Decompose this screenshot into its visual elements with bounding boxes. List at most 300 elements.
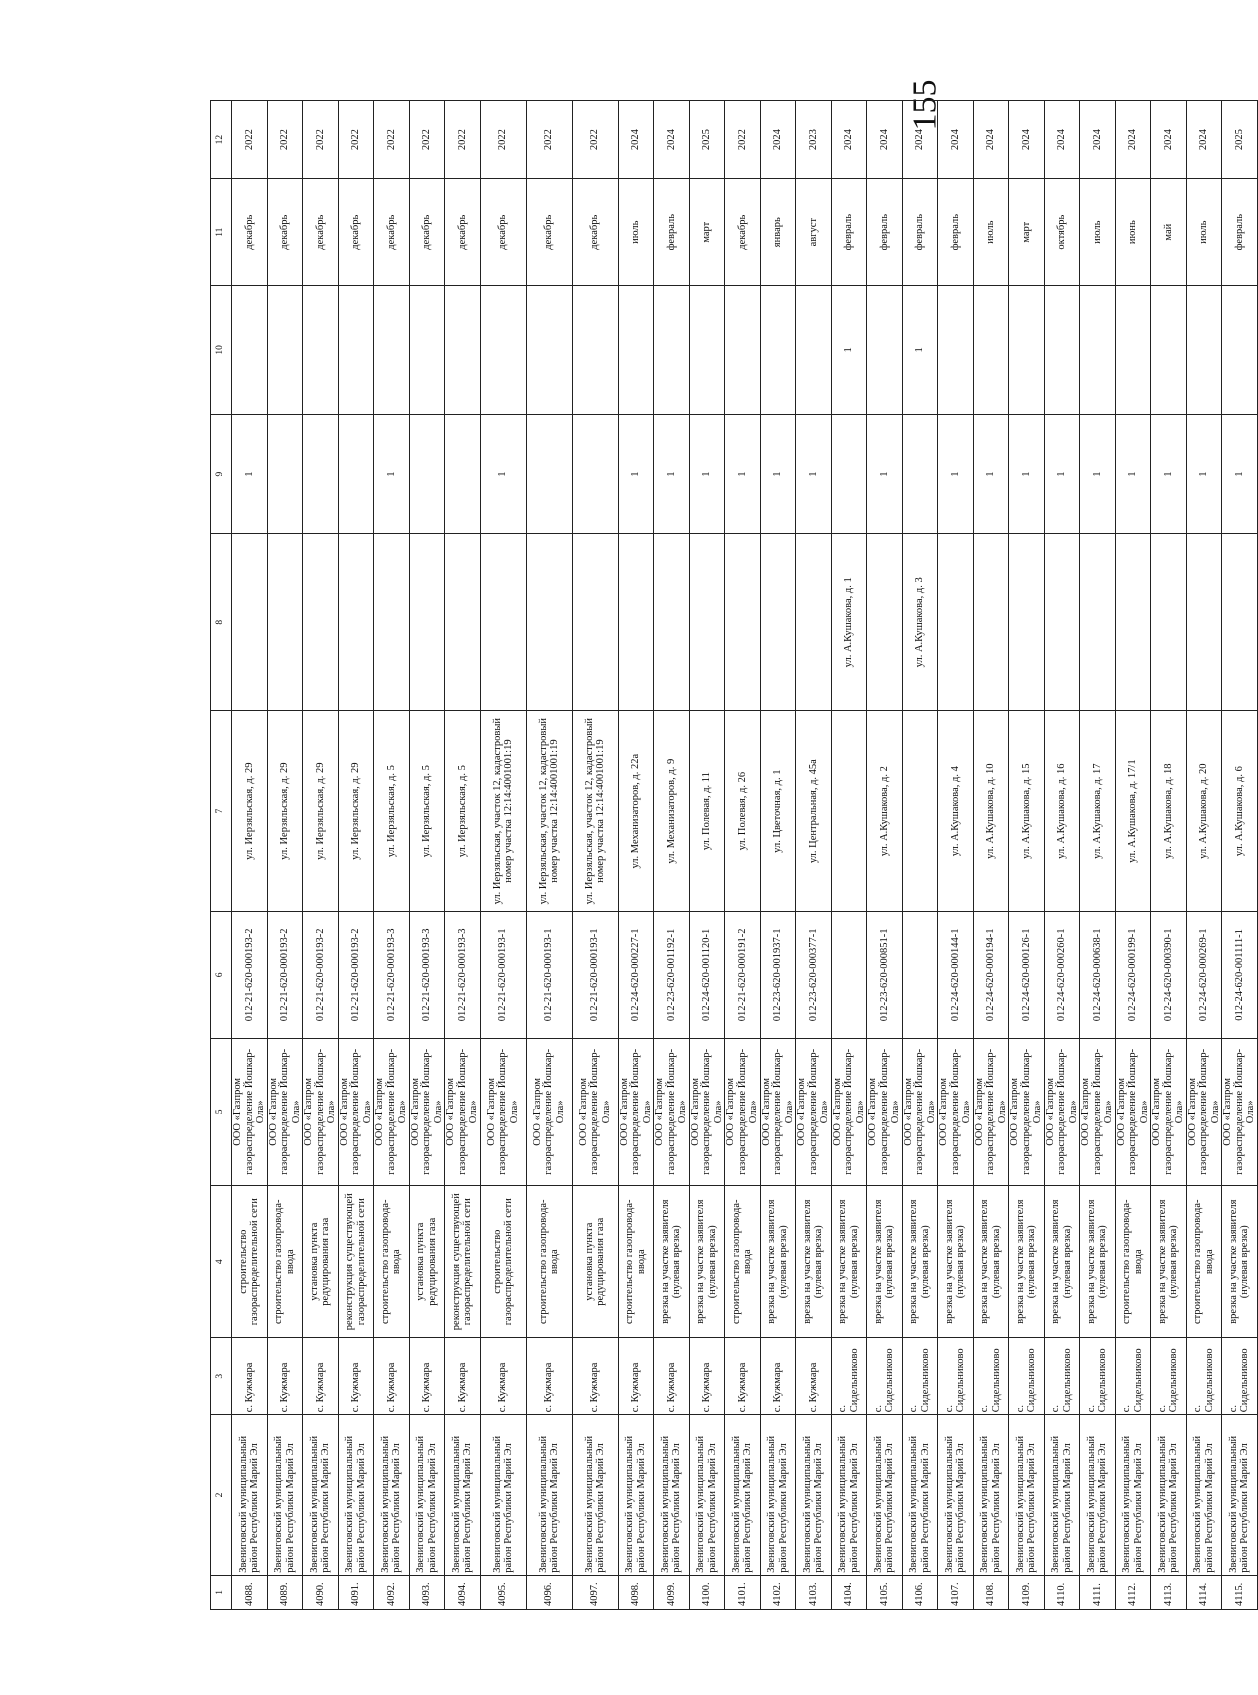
month-cell: июль xyxy=(973,179,1009,286)
col10-count-cell xyxy=(572,286,618,414)
address-cell: ул. Иерзяльская, д. 29 xyxy=(338,711,374,912)
col9-count-cell xyxy=(409,414,445,534)
work-type-cell: строительство газопровода-ввода xyxy=(725,1186,761,1338)
locality-cell: с. Сидельниково xyxy=(831,1338,867,1415)
col9-count-cell: 1 xyxy=(725,414,761,534)
locality-cell: с. Кужмара xyxy=(480,1338,526,1415)
locality-cell: с. Сидельниково xyxy=(1151,1338,1187,1415)
locality-cell: с. Кужмара xyxy=(445,1338,481,1415)
year-cell: 2022 xyxy=(445,101,481,179)
work-type-cell: врезка на участке заявителя (нулевая врезка) xyxy=(902,1186,938,1338)
additional-address-cell xyxy=(526,534,572,711)
locality-cell: с. Кужмара xyxy=(572,1338,618,1415)
work-type-cell: врезка на участке заявителя (нулевая врезка) xyxy=(867,1186,903,1338)
year-cell: 2022 xyxy=(374,101,410,179)
additional-address-cell xyxy=(267,534,303,711)
additional-address-cell xyxy=(1009,534,1045,711)
work-type-cell: врезка на участке заявителя (нулевая врезка) xyxy=(689,1186,725,1338)
locality-cell: с. Кужмара xyxy=(689,1338,725,1415)
year-cell: 2024 xyxy=(1044,101,1080,179)
application-code-cell: 012-21-620-000193-1 xyxy=(526,912,572,1038)
month-cell: август xyxy=(796,179,832,286)
application-code-cell: 012-21-620-000193-3 xyxy=(409,912,445,1038)
district-cell: Звениговский муниципальный район Республики Марий Эл xyxy=(760,1415,796,1576)
work-type-cell: строительство газораспределительной сети xyxy=(480,1186,526,1338)
application-code-cell: 012-21-620-000193-3 xyxy=(374,912,410,1038)
col9-count-cell: 1 xyxy=(1044,414,1080,534)
row-number: 4103. xyxy=(796,1575,832,1609)
col-header-12: 12 xyxy=(211,101,232,179)
table-row xyxy=(1044,101,1080,1610)
district-cell: Звениговский муниципальный район Республики Марий Эл xyxy=(1044,1415,1080,1576)
year-cell: 2022 xyxy=(232,101,268,179)
address-cell: ул. Иерзяльская, д. 5 xyxy=(374,711,410,912)
col10-count-cell xyxy=(526,286,572,414)
additional-address-cell xyxy=(1080,534,1116,711)
work-type-cell: врезка на участке заявителя (нулевая врезка) xyxy=(1222,1186,1258,1338)
col10-count-cell xyxy=(618,286,654,414)
organization-cell: ООО «Газпром газораспределение Йошкар-Ола» xyxy=(572,1038,618,1186)
year-cell: 2022 xyxy=(725,101,761,179)
additional-address-cell xyxy=(654,534,690,711)
col9-count-cell: 1 xyxy=(1009,414,1045,534)
work-type-cell: врезка на участке заявителя (нулевая врезка) xyxy=(654,1186,690,1338)
organization-cell: ООО «Газпром газораспределение Йошкар-Ола» xyxy=(374,1038,410,1186)
row-number: 4108. xyxy=(973,1575,1009,1609)
district-cell: Звениговский муниципальный район Республики Марий Эл xyxy=(1080,1415,1116,1576)
application-code-cell: 012-21-620-000193-3 xyxy=(445,912,481,1038)
year-cell: 2022 xyxy=(572,101,618,179)
year-cell: 2022 xyxy=(526,101,572,179)
col9-count-cell: 1 xyxy=(232,414,268,534)
application-code-cell: 012-24-620-000144-1 xyxy=(938,912,974,1038)
additional-address-cell xyxy=(338,534,374,711)
locality-cell: с. Сидельниково xyxy=(867,1338,903,1415)
year-cell: 2024 xyxy=(867,101,903,179)
locality-cell: с. Кужмара xyxy=(374,1338,410,1415)
col10-count-cell xyxy=(1222,286,1258,414)
application-code-cell: 012-24-620-001111-1 xyxy=(1222,912,1258,1038)
organization-cell: ООО «Газпром газораспределение Йошкар-Ола» xyxy=(689,1038,725,1186)
locality-cell: с. Сидельниково xyxy=(1044,1338,1080,1415)
additional-address-cell xyxy=(1186,534,1222,711)
month-cell: июль xyxy=(618,179,654,286)
district-cell: Звениговский муниципальный район Республики Марий Эл xyxy=(232,1415,268,1576)
table-row xyxy=(867,101,903,1610)
year-cell: 2024 xyxy=(973,101,1009,179)
district-cell: Звениговский муниципальный район Республики Марий Эл xyxy=(938,1415,974,1576)
col-header-5: 5 xyxy=(211,1038,232,1186)
col10-count-cell xyxy=(374,286,410,414)
year-cell: 2024 xyxy=(654,101,690,179)
work-type-cell: строительство газораспределительной сети xyxy=(232,1186,268,1338)
row-number: 4115. xyxy=(1222,1575,1258,1609)
organization-cell: ООО «Газпром газораспределение Йошкар-Ола» xyxy=(760,1038,796,1186)
district-cell: Звениговский муниципальный район Республики Марий Эл xyxy=(867,1415,903,1576)
row-number: 4111. xyxy=(1080,1575,1116,1609)
organization-cell: ООО «Газпром газораспределение Йошкар-Ола» xyxy=(232,1038,268,1186)
district-cell: Звениговский муниципальный район Республики Марий Эл xyxy=(902,1415,938,1576)
district-cell: Звениговский муниципальный район Республики Марий Эл xyxy=(374,1415,410,1576)
organization-cell: ООО «Газпром газораспределение Йошкар-Ола» xyxy=(303,1038,339,1186)
col10-count-cell xyxy=(867,286,903,414)
application-code-cell: 012-24-620-000199-1 xyxy=(1115,912,1151,1038)
address-cell: ул. Иерзяльская, д. 5 xyxy=(409,711,445,912)
year-cell: 2024 xyxy=(760,101,796,179)
row-number: 4093. xyxy=(409,1575,445,1609)
organization-cell: ООО «Газпром газораспределение Йошкар-Ола» xyxy=(654,1038,690,1186)
work-type-cell: строительство газопровода-ввода xyxy=(1115,1186,1151,1338)
col9-count-cell: 1 xyxy=(654,414,690,534)
organization-cell: ООО «Газпром газораспределение Йошкар-Ола» xyxy=(267,1038,303,1186)
col9-count-cell: 1 xyxy=(796,414,832,534)
work-type-cell: врезка на участке заявителя (нулевая врезка) xyxy=(1009,1186,1045,1338)
table-row xyxy=(1115,101,1151,1610)
year-cell: 2024 xyxy=(938,101,974,179)
col-header-1: 1 xyxy=(211,1575,232,1609)
col10-count-cell xyxy=(303,286,339,414)
row-number: 4112. xyxy=(1115,1575,1151,1609)
row-number: 4089. xyxy=(267,1575,303,1609)
year-cell: 2024 xyxy=(1186,101,1222,179)
row-number: 4114. xyxy=(1186,1575,1222,1609)
work-type-cell: строительство газопровода-ввода xyxy=(267,1186,303,1338)
district-cell: Звениговский муниципальный район Республики Марий Эл xyxy=(1151,1415,1187,1576)
row-number: 4091. xyxy=(338,1575,374,1609)
address-cell: ул. А.Кушакова, д. 17 xyxy=(1080,711,1116,912)
additional-address-cell xyxy=(973,534,1009,711)
organization-cell: ООО «Газпром газораспределение Йошкар-Ола» xyxy=(1186,1038,1222,1186)
month-cell: декабрь xyxy=(303,179,339,286)
table-row xyxy=(267,101,303,1610)
col9-count-cell xyxy=(445,414,481,534)
application-code-cell: 012-23-620-001192-1 xyxy=(654,912,690,1038)
address-cell: ул. Иерзяльская, д. 5 xyxy=(445,711,481,912)
application-code-cell: 012-24-620-000126-1 xyxy=(1009,912,1045,1038)
organization-cell: ООО «Газпром газораспределение Йошкар-Ола» xyxy=(867,1038,903,1186)
table-row xyxy=(760,101,796,1610)
address-cell: ул. А.Кушакова, д. 18 xyxy=(1151,711,1187,912)
work-type-cell: установка пункта редуцирования газа xyxy=(572,1186,618,1338)
col10-count-cell xyxy=(445,286,481,414)
month-cell: декабрь xyxy=(409,179,445,286)
address-cell: ул. А.Кушакова, д. 17/1 xyxy=(1115,711,1151,912)
locality-cell: с. Сидельниково xyxy=(973,1338,1009,1415)
year-cell: 2024 xyxy=(831,101,867,179)
col9-count-cell: 1 xyxy=(867,414,903,534)
application-code-cell: 012-24-620-000194-1 xyxy=(973,912,1009,1038)
locality-cell: с. Сидельниково xyxy=(1115,1338,1151,1415)
address-cell: ул. Иерзяльская, участок 12, кадастровый номер участка 12:14:4001001:19 xyxy=(526,711,572,912)
additional-address-cell xyxy=(374,534,410,711)
col10-count-cell xyxy=(760,286,796,414)
month-cell: февраль xyxy=(867,179,903,286)
col9-count-cell: 1 xyxy=(480,414,526,534)
table-row xyxy=(1080,101,1116,1610)
row-number: 4092. xyxy=(374,1575,410,1609)
col9-count-cell xyxy=(338,414,374,534)
organization-cell: ООО «Газпром газораспределение Йошкар-Ола» xyxy=(831,1038,867,1186)
organization-cell: ООО «Газпром газораспределение Йошкар-Ола» xyxy=(938,1038,974,1186)
work-type-cell: реконструкция существующей газораспределительной сети xyxy=(338,1186,374,1338)
address-cell: ул. Иерзяльская, д. 29 xyxy=(232,711,268,912)
locality-cell: с. Кужмара xyxy=(526,1338,572,1415)
additional-address-cell: ул. А.Кушакова, д. 3 xyxy=(902,534,938,711)
organization-cell: ООО «Газпром газораспределение Йошкар-Ола» xyxy=(618,1038,654,1186)
address-cell: ул. А.Кушакова, д. 16 xyxy=(1044,711,1080,912)
col9-count-cell xyxy=(902,414,938,534)
table-row xyxy=(796,101,832,1610)
month-cell: декабрь xyxy=(338,179,374,286)
application-code-cell: 012-21-620-000193-2 xyxy=(338,912,374,1038)
table-row xyxy=(1009,101,1045,1610)
locality-cell: с. Сидельниково xyxy=(1186,1338,1222,1415)
table-row xyxy=(725,101,761,1610)
year-cell: 2024 xyxy=(1115,101,1151,179)
application-code-cell: 012-21-620-000193-2 xyxy=(232,912,268,1038)
month-cell: январь xyxy=(760,179,796,286)
col10-count-cell xyxy=(1044,286,1080,414)
locality-cell: с. Сидельниково xyxy=(902,1338,938,1415)
month-cell: февраль xyxy=(902,179,938,286)
rotated-table-container xyxy=(210,100,1256,1610)
application-code-cell: 012-23-620-000851-1 xyxy=(867,912,903,1038)
col10-count-cell xyxy=(232,286,268,414)
organization-cell: ООО «Газпром газораспределение Йошкар-Ола» xyxy=(409,1038,445,1186)
application-code-cell: 012-21-620-000191-2 xyxy=(725,912,761,1038)
address-cell: ул. Иерзяльская, д. 29 xyxy=(267,711,303,912)
col9-count-cell: 1 xyxy=(1080,414,1116,534)
col9-count-cell xyxy=(831,414,867,534)
organization-cell: ООО «Газпром газораспределение Йошкар-Ола» xyxy=(1080,1038,1116,1186)
table-row xyxy=(618,101,654,1610)
locality-cell: с. Кужмара xyxy=(409,1338,445,1415)
work-type-cell: реконструкция существующей газораспределительной сети xyxy=(445,1186,481,1338)
month-cell: февраль xyxy=(938,179,974,286)
col9-count-cell xyxy=(572,414,618,534)
address-cell xyxy=(831,711,867,912)
organization-cell: ООО «Газпром газораспределение Йошкар-Ола» xyxy=(1044,1038,1080,1186)
table-row xyxy=(303,101,339,1610)
additional-address-cell xyxy=(1222,534,1258,711)
month-cell: февраль xyxy=(831,179,867,286)
col10-count-cell xyxy=(1115,286,1151,414)
application-code-cell: 012-24-620-000227-1 xyxy=(618,912,654,1038)
application-code-cell: 012-24-620-000269-1 xyxy=(1186,912,1222,1038)
additional-address-cell xyxy=(445,534,481,711)
table-row xyxy=(232,101,268,1610)
col-header-4: 4 xyxy=(211,1186,232,1338)
row-number: 4097. xyxy=(572,1575,618,1609)
gasification-table xyxy=(210,100,1258,1610)
col10-count-cell xyxy=(689,286,725,414)
year-cell: 2022 xyxy=(303,101,339,179)
row-number: 4094. xyxy=(445,1575,481,1609)
locality-cell: с. Кужмара xyxy=(654,1338,690,1415)
locality-cell: с. Сидельниково xyxy=(938,1338,974,1415)
address-cell: ул. А.Кушакова, д. 10 xyxy=(973,711,1009,912)
work-type-cell: врезка на участке заявителя (нулевая врезка) xyxy=(760,1186,796,1338)
table-body xyxy=(232,101,1258,1610)
locality-cell: с. Кужмара xyxy=(303,1338,339,1415)
district-cell: Звениговский муниципальный район Республики Марий Эл xyxy=(526,1415,572,1576)
col9-count-cell: 1 xyxy=(1222,414,1258,534)
year-cell: 2024 xyxy=(618,101,654,179)
application-code-cell: 012-23-620-001937-1 xyxy=(760,912,796,1038)
month-cell: июль xyxy=(1186,179,1222,286)
col9-count-cell: 1 xyxy=(1115,414,1151,534)
col-header-8: 8 xyxy=(211,534,232,711)
year-cell: 2022 xyxy=(480,101,526,179)
district-cell: Звениговский муниципальный район Республики Марий Эл xyxy=(796,1415,832,1576)
application-code-cell: 012-24-620-000638-1 xyxy=(1080,912,1116,1038)
col9-count-cell: 1 xyxy=(1186,414,1222,534)
row-number: 4107. xyxy=(938,1575,974,1609)
organization-cell: ООО «Газпром газораспределение Йошкар-Ола» xyxy=(445,1038,481,1186)
col9-count-cell: 1 xyxy=(760,414,796,534)
col9-count-cell: 1 xyxy=(938,414,974,534)
district-cell: Звениговский муниципальный район Республики Марий Эл xyxy=(618,1415,654,1576)
month-cell: декабрь xyxy=(445,179,481,286)
table-row xyxy=(938,101,974,1610)
district-cell: Звениговский муниципальный район Республики Марий Эл xyxy=(572,1415,618,1576)
table-row xyxy=(409,101,445,1610)
col-header-11: 11 xyxy=(211,179,232,286)
table-row xyxy=(374,101,410,1610)
work-type-cell: установка пункта редуцирования газа xyxy=(303,1186,339,1338)
col-header-9: 9 xyxy=(211,414,232,534)
address-cell: ул. Полевая, д. 11 xyxy=(689,711,725,912)
additional-address-cell xyxy=(572,534,618,711)
address-cell: ул. Полевая, д. 26 xyxy=(725,711,761,912)
work-type-cell: врезка на участке заявителя (нулевая врезка) xyxy=(1080,1186,1116,1338)
locality-cell: с. Кужмара xyxy=(267,1338,303,1415)
address-cell: ул. А.Кушакова, д. 20 xyxy=(1186,711,1222,912)
row-number: 4105. xyxy=(867,1575,903,1609)
additional-address-cell xyxy=(1115,534,1151,711)
year-cell: 2025 xyxy=(1222,101,1258,179)
district-cell: Звениговский муниципальный район Республики Марий Эл xyxy=(654,1415,690,1576)
work-type-cell: врезка на участке заявителя (нулевая врезка) xyxy=(1044,1186,1080,1338)
address-cell: ул. А.Кушакова, д. 6 xyxy=(1222,711,1258,912)
work-type-cell: врезка на участке заявителя (нулевая врезка) xyxy=(831,1186,867,1338)
col9-count-cell: 1 xyxy=(1151,414,1187,534)
locality-cell: с. Сидельниково xyxy=(1222,1338,1258,1415)
work-type-cell: установка пункта редуцирования газа xyxy=(409,1186,445,1338)
row-number: 4110. xyxy=(1044,1575,1080,1609)
col10-count-cell xyxy=(973,286,1009,414)
application-code-cell: 012-24-620-000260-1 xyxy=(1044,912,1080,1038)
month-cell: июль xyxy=(1080,179,1116,286)
district-cell: Звениговский муниципальный район Республики Марий Эл xyxy=(409,1415,445,1576)
locality-cell: с. Сидельниково xyxy=(1080,1338,1116,1415)
address-cell: ул. Цветочная, д. 1 xyxy=(760,711,796,912)
additional-address-cell xyxy=(725,534,761,711)
work-type-cell: строительство газопровода-ввода xyxy=(374,1186,410,1338)
table-row xyxy=(654,101,690,1610)
address-cell: ул. А.Кушакова, д. 2 xyxy=(867,711,903,912)
col10-count-cell xyxy=(1151,286,1187,414)
table-row xyxy=(689,101,725,1610)
year-cell: 2023 xyxy=(796,101,832,179)
additional-address-cell xyxy=(303,534,339,711)
row-number: 4113. xyxy=(1151,1575,1187,1609)
column-number-row xyxy=(211,101,232,1610)
application-code-cell xyxy=(902,912,938,1038)
page-number: 155 xyxy=(906,79,944,131)
application-code-cell: 012-21-620-000193-1 xyxy=(572,912,618,1038)
application-code-cell: 012-21-620-000193-2 xyxy=(303,912,339,1038)
additional-address-cell xyxy=(232,534,268,711)
table-row xyxy=(973,101,1009,1610)
row-number: 4095. xyxy=(480,1575,526,1609)
col10-count-cell xyxy=(654,286,690,414)
district-cell: Звениговский муниципальный район Республики Марий Эл xyxy=(303,1415,339,1576)
organization-cell: ООО «Газпром газораспределение Йошкар-Ола» xyxy=(1115,1038,1151,1186)
col9-count-cell: 1 xyxy=(689,414,725,534)
year-cell: 2024 xyxy=(1151,101,1187,179)
organization-cell: ООО «Газпром газораспределение Йошкар-Ола» xyxy=(725,1038,761,1186)
address-cell: ул. Механизаторов, д. 9 xyxy=(654,711,690,912)
month-cell: февраль xyxy=(654,179,690,286)
col10-count-cell xyxy=(1009,286,1045,414)
col9-count-cell xyxy=(526,414,572,534)
district-cell: Звениговский муниципальный район Республики Марий Эл xyxy=(1009,1415,1045,1576)
table-row xyxy=(1151,101,1187,1610)
district-cell: Звениговский муниципальный район Республики Марий Эл xyxy=(725,1415,761,1576)
additional-address-cell xyxy=(1151,534,1187,711)
additional-address-cell xyxy=(618,534,654,711)
application-code-cell: 012-21-620-000193-1 xyxy=(480,912,526,1038)
row-number: 4100. xyxy=(689,1575,725,1609)
year-cell: 2024 xyxy=(1080,101,1116,179)
month-cell: май xyxy=(1151,179,1187,286)
month-cell: декабрь xyxy=(572,179,618,286)
district-cell: Звениговский муниципальный район Республики Марий Эл xyxy=(338,1415,374,1576)
col9-count-cell: 1 xyxy=(618,414,654,534)
address-cell: ул. Центральная, д. 45а xyxy=(796,711,832,912)
locality-cell: с. Сидельниково xyxy=(1009,1338,1045,1415)
col10-count-cell xyxy=(1080,286,1116,414)
year-cell: 2022 xyxy=(338,101,374,179)
organization-cell: ООО «Газпром газораспределение Йошкар-Ола» xyxy=(1009,1038,1045,1186)
table-row xyxy=(480,101,526,1610)
application-code-cell: 012-21-620-000193-2 xyxy=(267,912,303,1038)
address-cell: ул. Иерзяльская, д. 29 xyxy=(303,711,339,912)
month-cell: июнь xyxy=(1115,179,1151,286)
year-cell: 2022 xyxy=(267,101,303,179)
col10-count-cell xyxy=(409,286,445,414)
additional-address-cell xyxy=(760,534,796,711)
year-cell: 2024 xyxy=(1009,101,1045,179)
month-cell: март xyxy=(689,179,725,286)
application-code-cell: 012-24-620-001120-1 xyxy=(689,912,725,1038)
col-header-6: 6 xyxy=(211,912,232,1038)
col10-count-cell: 1 xyxy=(902,286,938,414)
table-row xyxy=(526,101,572,1610)
month-cell: декабрь xyxy=(725,179,761,286)
district-cell: Звениговский муниципальный район Республики Марий Эл xyxy=(1115,1415,1151,1576)
year-cell: 2025 xyxy=(689,101,725,179)
locality-cell: с. Кужмара xyxy=(338,1338,374,1415)
table-row xyxy=(902,101,938,1610)
address-cell: ул. Иерзяльская, участок 12, кадастровый номер участка 12:14:4001001:19 xyxy=(572,711,618,912)
col9-count-cell xyxy=(267,414,303,534)
col9-count-cell: 1 xyxy=(374,414,410,534)
locality-cell: с. Кужмара xyxy=(760,1338,796,1415)
district-cell: Звениговский муниципальный район Республики Марий Эл xyxy=(973,1415,1009,1576)
work-type-cell: строительство газопровода-ввода xyxy=(526,1186,572,1338)
